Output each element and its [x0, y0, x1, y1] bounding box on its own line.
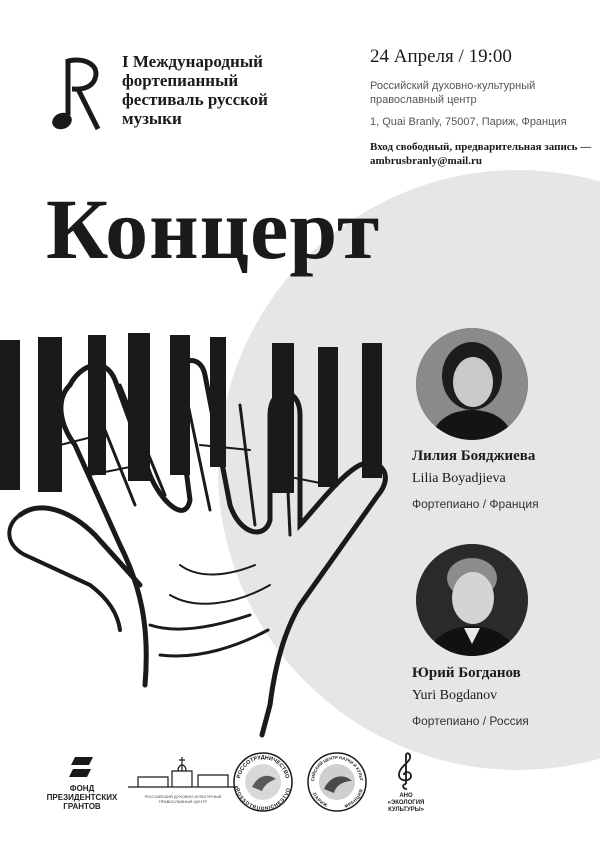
entry-note-text: Вход свободный, предварительная запись — [370, 141, 592, 153]
event-date-time [370, 46, 512, 68]
science-center-country: ФРАНЦИЯ [343, 788, 364, 809]
performer-1-name-latin: Lilia Boyadjieva [412, 471, 506, 486]
cultural-center-caption: РОССИЙСКИЙ ДУХОВНО-КУЛЬТУРНЫЙ ПРАВОСЛАВНЫЙ ЦЕНТР [144, 794, 222, 804]
performer-1-photo [416, 328, 528, 440]
contact-email[interactable]: ambrusbranly@mail.ru [370, 155, 482, 167]
science-center-city: ПАРИЖ [311, 791, 329, 808]
performer-portrait [416, 328, 528, 440]
concert-headline: Концерт [46, 181, 381, 277]
grants-fund-line: ФОНД [69, 784, 95, 793]
cathedral-icon [128, 753, 238, 789]
event-venue [370, 79, 570, 107]
event-date: 24 Апреля [370, 46, 454, 67]
venue-line: Российский духовно-культурный [370, 80, 536, 92]
rossotrudnichestvo-emblem-icon [232, 751, 294, 813]
rossotrudnichestvo-logo [232, 751, 294, 813]
festival-title-line: I Международный [122, 52, 263, 71]
festival-title-line: музыки [122, 109, 182, 128]
science-center-text: СИЙСКИЙ ЦЕНТР НАУКИ И КУЛЬТ [309, 754, 364, 782]
festival-title-line: фортепианный [122, 71, 239, 90]
performer-portrait [416, 544, 528, 656]
hands-on-piano-illustration [0, 325, 400, 745]
rossotrudnichestvo-text: РОССОТРУДНИЧЕСТВО [236, 754, 290, 780]
rossotrudnichestvo-latin-text: ROSSOTRUDNICHESTVO [233, 787, 293, 813]
ano-line: «ЭКОЛОГИЯ КУЛЬТУРЫ» [387, 800, 425, 813]
cultural-center-logo [128, 753, 238, 804]
event-time: 19:00 [468, 46, 512, 67]
science-culture-center-logo [306, 751, 368, 813]
grants-fund-icon [67, 755, 97, 781]
presidential-grants-fund-logo [46, 755, 118, 811]
science-center-emblem-icon [306, 751, 368, 813]
grants-fund-line: ГРАНТОВ [63, 802, 101, 811]
event-address: 1, Quai Branly, 75007, Париж, Франция [370, 116, 567, 128]
festival-title [122, 52, 342, 128]
performer-1-role: Фортепиано / Франция [412, 497, 539, 511]
ecology-of-culture-logo [374, 751, 438, 814]
date-time-separator: / [458, 46, 469, 67]
performer-1-name: Лилия Бояджиева [412, 448, 536, 464]
venue-line: православный центр [370, 94, 477, 106]
grants-fund-line: ПРЕЗИДЕНТСКИХ [46, 793, 118, 802]
treble-clef-icon [396, 751, 416, 791]
partner-logos [0, 745, 600, 835]
entry-note [370, 140, 595, 168]
performer-2-photo [416, 544, 528, 656]
festival-logo-icon [50, 55, 106, 135]
festival-title-line: фестиваль русской [122, 90, 268, 109]
performer-2-name: Юрий Богданов [412, 665, 521, 681]
performer-2-name-latin: Yuri Bogdanov [412, 688, 498, 703]
performer-2-role: Фортепиано / Россия [412, 714, 529, 728]
ano-line: АНО [399, 793, 413, 799]
